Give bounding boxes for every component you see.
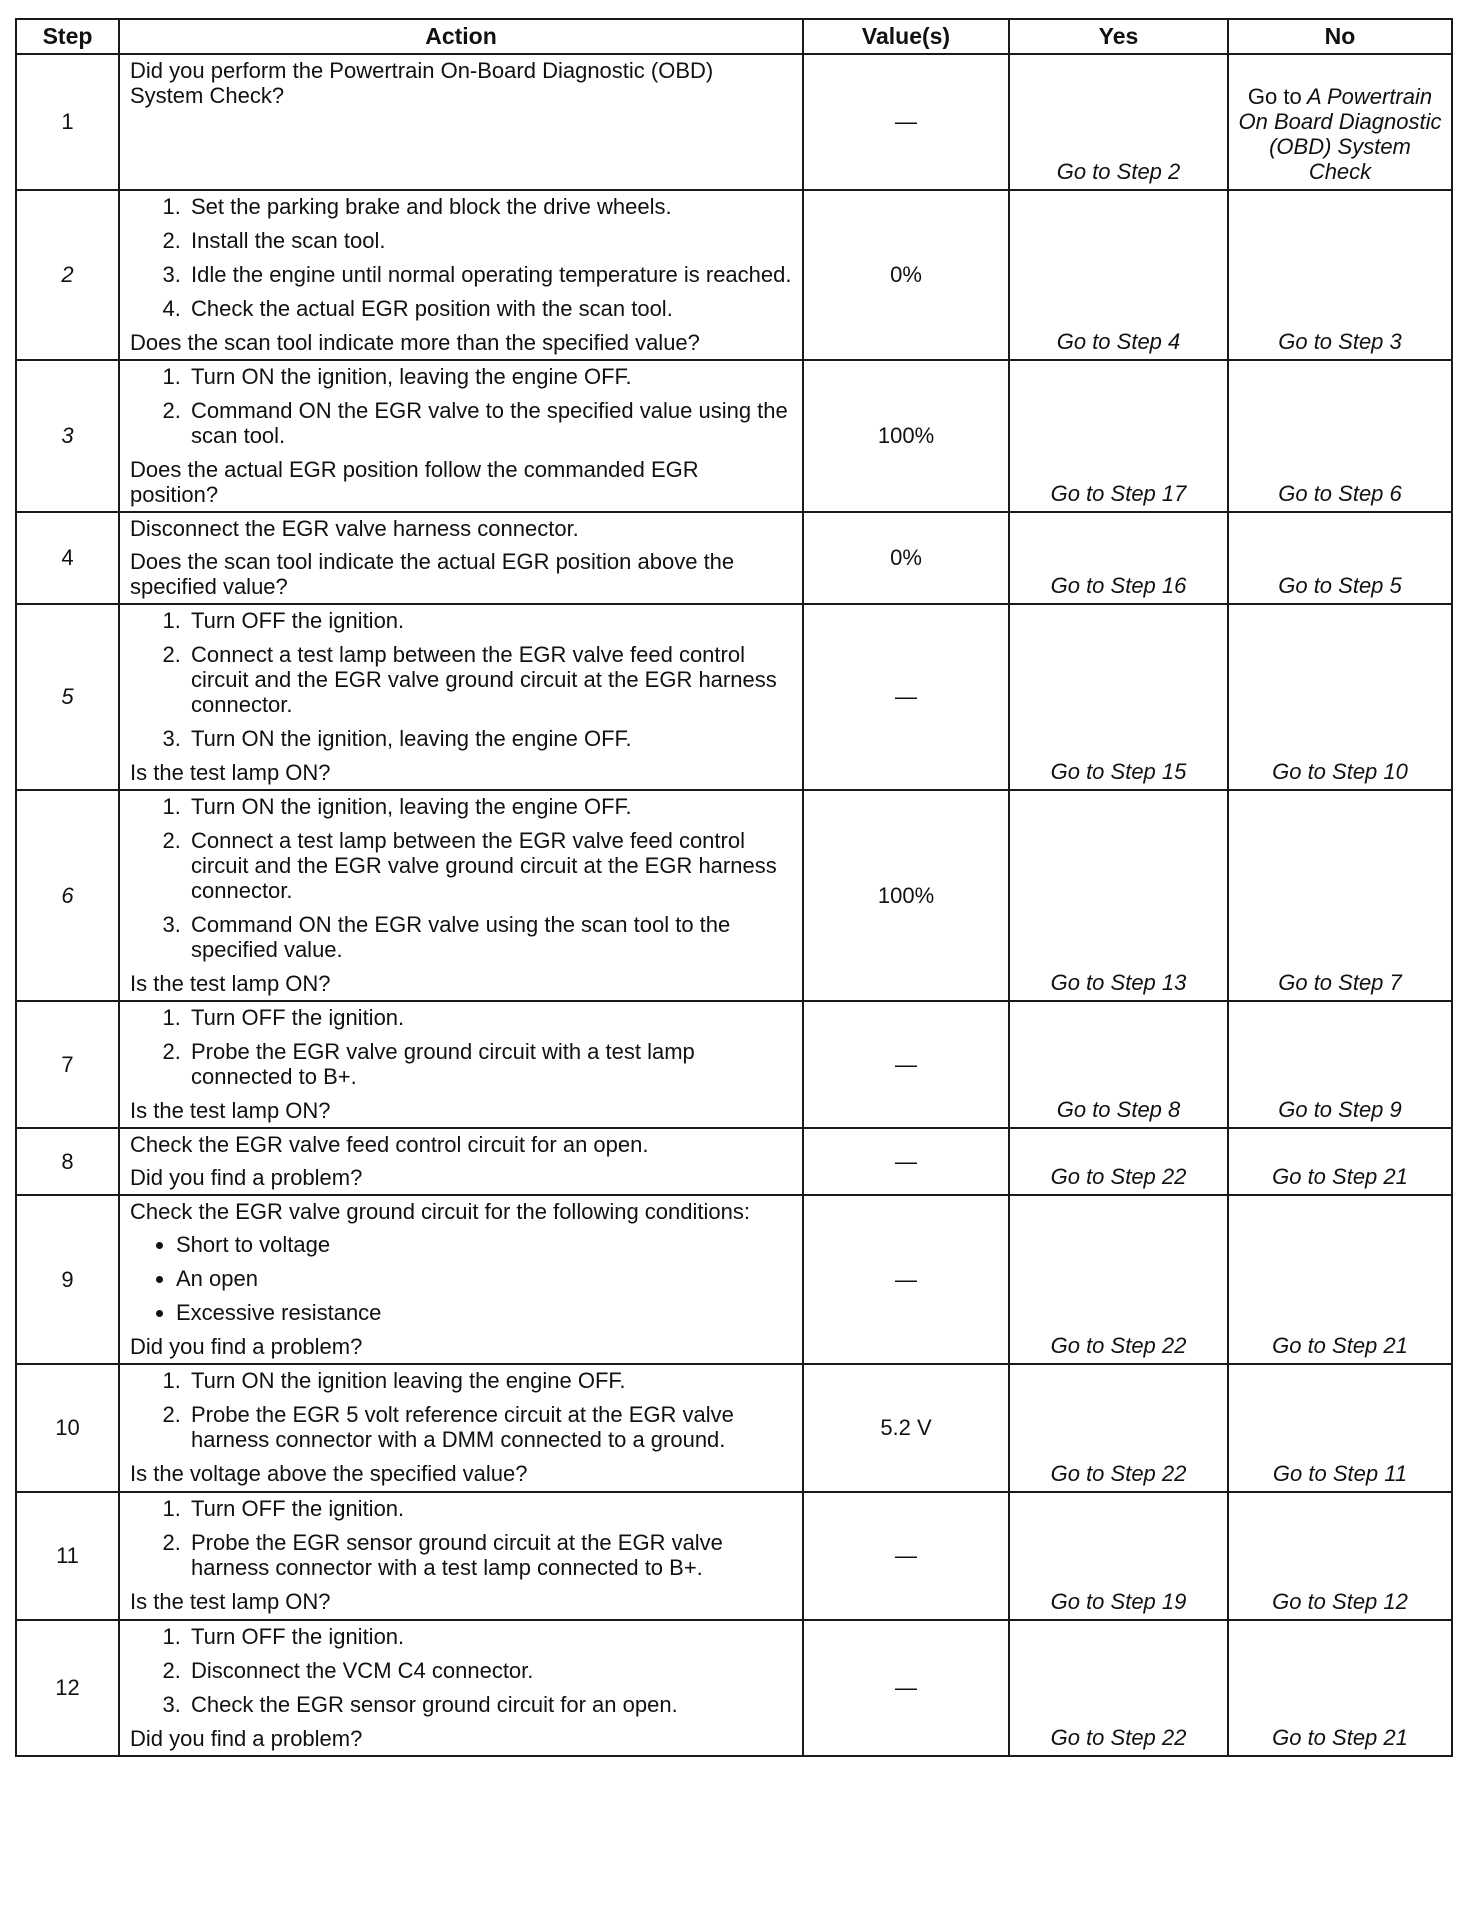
no-link-target: Go to Step 11 — [1272, 1461, 1408, 1486]
yes-link[interactable]: Go to Step 2 — [1009, 54, 1228, 190]
action-cell — [119, 1001, 803, 1128]
no-link-target: Go to Step 7 — [1278, 970, 1402, 995]
no-link[interactable] — [1228, 1001, 1452, 1128]
action-cell — [119, 190, 803, 360]
header-row — [16, 19, 1452, 54]
action-step: 2. Probe the EGR 5 volt reference circuit at the EGR valve harness connector with a DMM connected to a ground. — [187, 1402, 792, 1452]
table-row — [16, 1195, 1452, 1364]
action-question: Is the test lamp ON? — [130, 971, 331, 996]
action-intro: Check the EGR valve ground circuit for the following conditions: — [130, 1199, 750, 1224]
yes-link[interactable]: Go to Step 4 — [1009, 190, 1228, 360]
action-cell — [119, 1492, 803, 1620]
value-cell: — — [803, 1492, 1009, 1620]
action-step: 2. Probe the EGR valve ground circuit with a test lamp connected to B+. — [187, 1039, 792, 1089]
action-steps — [130, 1005, 792, 1089]
no-link-target: Go to Step 9 — [1278, 1097, 1402, 1122]
action-question: Is the test lamp ON? — [130, 760, 331, 785]
action-question: Does the actual EGR position follow the commanded EGR position? — [130, 457, 699, 507]
yes-link[interactable]: Go to Step 22 — [1009, 1128, 1228, 1195]
action-step: 2. Install the scan tool. — [187, 228, 792, 253]
yes-link[interactable]: Go to Step 8 — [1009, 1001, 1228, 1128]
action-question: Does the scan tool indicate more than the specified value? — [130, 330, 700, 355]
step-number: 1 — [16, 54, 119, 190]
step-number: 3 — [16, 360, 119, 512]
no-link[interactable] — [1228, 54, 1452, 190]
action-step: 2. Connect a test lamp between the EGR valve feed control circuit and the EGR valve ground circuit at the EGR harness connector. — [187, 642, 792, 717]
no-link-target: A Powertrain On Board Diagnostic (OBD) System Check — [1238, 84, 1442, 184]
yes-link[interactable]: Go to Step 17 — [1009, 360, 1228, 512]
action-steps — [130, 1496, 792, 1580]
no-link-target: Go to Step 21 — [1272, 1333, 1408, 1358]
action-question: Is the test lamp ON? — [130, 1589, 331, 1614]
action-steps — [130, 364, 792, 448]
action-cell — [119, 1195, 803, 1364]
table-row — [16, 604, 1452, 790]
action-question: Does the scan tool indicate the actual EGR position above the specified value? — [130, 549, 735, 599]
no-link[interactable] — [1228, 1492, 1452, 1620]
action-cell — [119, 1364, 803, 1492]
condition-item: • An open — [176, 1266, 792, 1291]
no-link-prefix: Go to — [1247, 84, 1302, 109]
action-step: 1. Turn ON the ignition, leaving the engine OFF. — [187, 364, 792, 389]
action-steps — [130, 1368, 792, 1452]
action-question: Did you find a problem? — [130, 1165, 363, 1190]
condition-list — [130, 1232, 792, 1325]
no-link[interactable] — [1228, 360, 1452, 512]
no-link[interactable] — [1228, 190, 1452, 360]
table-row — [16, 1492, 1452, 1620]
no-link[interactable] — [1228, 1128, 1452, 1195]
action-step: 2. Command ON the EGR valve to the specified value using the scan tool. — [187, 398, 792, 448]
action-cell — [119, 1620, 803, 1756]
step-number: 10 — [16, 1364, 119, 1492]
action-step: 3. Command ON the EGR valve using the scan tool to the specified value. — [187, 912, 792, 962]
header-yes: Yes — [1009, 19, 1228, 54]
action-step: 1. Turn ON the ignition leaving the engine OFF. — [187, 1368, 792, 1393]
no-link-target: Go to Step 6 — [1278, 481, 1402, 506]
condition-item: • Excessive resistance — [176, 1300, 792, 1325]
step-number: 12 — [16, 1620, 119, 1756]
value-cell: — — [803, 604, 1009, 790]
header-step: Step — [16, 19, 119, 54]
action-question: Did you find a problem? — [130, 1334, 363, 1359]
table-row — [16, 1128, 1452, 1195]
yes-link[interactable]: Go to Step 22 — [1009, 1364, 1228, 1492]
step-number: 8 — [16, 1128, 119, 1195]
no-link-target: Go to Step 21 — [1272, 1725, 1408, 1750]
step-number: 7 — [16, 1001, 119, 1128]
step-number: 6 — [16, 790, 119, 1001]
yes-link[interactable]: Go to Step 15 — [1009, 604, 1228, 790]
step-number: 4 — [16, 512, 119, 604]
table-row — [16, 54, 1452, 190]
value-cell: 5.2 V — [803, 1364, 1009, 1492]
action-intro: Did you perform the Powertrain On-Board Diagnostic (OBD) System Check? — [130, 58, 714, 108]
action-steps — [130, 194, 792, 321]
value-cell: — — [803, 1620, 1009, 1756]
diagnostic-table — [15, 18, 1453, 1757]
table-row — [16, 190, 1452, 360]
step-number: 2 — [16, 190, 119, 360]
table-body — [16, 54, 1452, 1756]
header-no: No — [1228, 19, 1452, 54]
step-number: 5 — [16, 604, 119, 790]
no-link[interactable] — [1228, 604, 1452, 790]
action-cell — [119, 604, 803, 790]
value-cell: — — [803, 1195, 1009, 1364]
value-cell: 0% — [803, 512, 1009, 604]
action-step: 2. Disconnect the VCM C4 connector. — [187, 1658, 792, 1683]
step-number: 9 — [16, 1195, 119, 1364]
action-question: Is the test lamp ON? — [130, 1098, 331, 1123]
action-cell — [119, 512, 803, 604]
table-row — [16, 1364, 1452, 1492]
action-intro: Check the EGR valve feed control circuit for an open. — [130, 1132, 649, 1157]
table-row — [16, 1620, 1452, 1756]
yes-link[interactable]: Go to Step 22 — [1009, 1195, 1228, 1364]
action-step: 1. Set the parking brake and block the drive wheels. — [187, 194, 792, 219]
action-question: Did you find a problem? — [130, 1726, 363, 1751]
action-step: 1. Turn OFF the ignition. — [187, 608, 792, 633]
action-steps — [130, 1624, 792, 1717]
action-cell — [119, 360, 803, 512]
value-cell: 100% — [803, 360, 1009, 512]
value-cell: 0% — [803, 190, 1009, 360]
action-cell — [119, 54, 803, 190]
no-link-target: Go to Step 5 — [1278, 573, 1402, 598]
condition-item: • Short to voltage — [176, 1232, 792, 1257]
no-link-target: Go to Step 10 — [1272, 759, 1408, 784]
table-row — [16, 1001, 1452, 1128]
no-link[interactable] — [1228, 1195, 1452, 1364]
action-steps — [130, 608, 792, 751]
action-step: 3. Idle the engine until normal operating temperature is reached. — [187, 262, 792, 287]
action-intro: Disconnect the EGR valve harness connector. — [130, 516, 579, 541]
header-values: Value(s) — [803, 19, 1009, 54]
no-link[interactable] — [1228, 1620, 1452, 1756]
no-link-target: Go to Step 12 — [1272, 1589, 1408, 1614]
value-cell: — — [803, 1001, 1009, 1128]
value-cell: — — [803, 54, 1009, 190]
table-row — [16, 512, 1452, 604]
action-step: 3. Check the EGR sensor ground circuit for an open. — [187, 1692, 792, 1717]
step-number: 11 — [16, 1492, 119, 1620]
yes-link[interactable]: Go to Step 19 — [1009, 1492, 1228, 1620]
action-cell — [119, 790, 803, 1001]
no-link[interactable] — [1228, 1364, 1452, 1492]
action-step: 2. Connect a test lamp between the EGR valve feed control circuit and the EGR valve ground circuit at the EGR harness connector. — [187, 828, 792, 903]
action-step: 3. Turn ON the ignition, leaving the engine OFF. — [187, 726, 792, 751]
value-cell: — — [803, 1128, 1009, 1195]
action-step: 1. Turn OFF the ignition. — [187, 1624, 792, 1649]
no-link[interactable] — [1228, 512, 1452, 604]
yes-link[interactable]: Go to Step 22 — [1009, 1620, 1228, 1756]
table-row — [16, 360, 1452, 512]
no-link-target: Go to Step 21 — [1272, 1164, 1408, 1189]
action-question: Is the voltage above the specified value? — [130, 1461, 528, 1486]
action-step: 1. Turn ON the ignition, leaving the engine OFF. — [187, 794, 792, 819]
action-step: 4. Check the actual EGR position with the scan tool. — [187, 296, 792, 321]
action-step: 2. Probe the EGR sensor ground circuit at the EGR valve harness connector with a test lamp connected to B+. — [187, 1530, 792, 1580]
yes-link[interactable]: Go to Step 13 — [1009, 790, 1228, 1001]
yes-link[interactable]: Go to Step 16 — [1009, 512, 1228, 604]
action-step: 1. Turn OFF the ignition. — [187, 1005, 792, 1030]
action-step: 1. Turn OFF the ignition. — [187, 1496, 792, 1521]
action-steps — [130, 794, 792, 962]
no-link[interactable] — [1228, 790, 1452, 1001]
action-cell — [119, 1128, 803, 1195]
table-row — [16, 790, 1452, 1001]
no-link-target: Go to Step 3 — [1278, 329, 1402, 354]
header-action: Action — [119, 19, 803, 54]
value-cell: 100% — [803, 790, 1009, 1001]
